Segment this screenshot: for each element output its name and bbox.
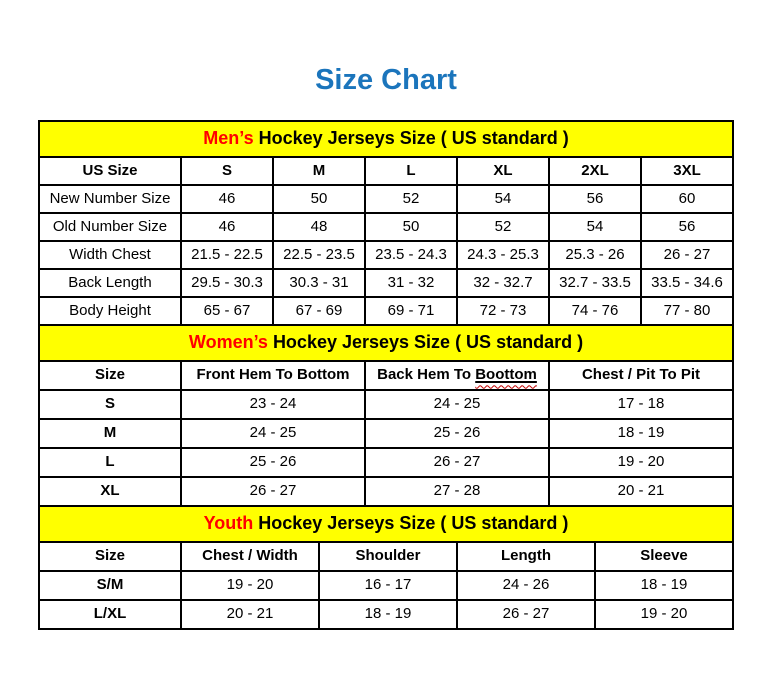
- size-value-cell: 50: [365, 213, 457, 241]
- womens-caption-highlight: Women’s: [188, 332, 268, 353]
- row-label: S: [39, 390, 181, 419]
- column-header: Chest / Width: [181, 542, 319, 571]
- size-value-cell: 60: [641, 185, 733, 213]
- size-value-cell: 20 - 21: [549, 477, 733, 506]
- size-value-cell: 16 - 17: [319, 571, 457, 600]
- column-header: [365, 361, 549, 390]
- size-value-cell: 19 - 20: [549, 448, 733, 477]
- size-value-cell: 25 - 26: [365, 419, 549, 448]
- column-header-text: Back Hem To: [377, 366, 472, 384]
- size-value-cell: 52: [457, 213, 549, 241]
- size-value-cell: 19 - 20: [595, 600, 733, 629]
- size-value-cell: 67 - 69: [273, 297, 365, 325]
- size-value-cell: 50: [273, 185, 365, 213]
- row-label: M: [39, 419, 181, 448]
- table-row: [39, 241, 733, 269]
- womens-caption-text: Hockey Jerseys Size ( US standard ): [272, 332, 584, 353]
- mens-size-table: [38, 120, 734, 326]
- column-header: Chest / Pit To Pit: [549, 361, 733, 390]
- row-label: Old Number Size: [39, 213, 181, 241]
- youth-caption-text: Hockey Jerseys Size ( US standard ): [258, 513, 569, 534]
- size-value-cell: 54: [549, 213, 641, 241]
- column-header: 2XL: [549, 157, 641, 185]
- table-row: [39, 297, 733, 325]
- womens-caption-row: [39, 325, 733, 361]
- size-value-cell: 18 - 19: [549, 419, 733, 448]
- size-value-cell: 72 - 73: [457, 297, 549, 325]
- column-header: XL: [457, 157, 549, 185]
- size-value-cell: 29.5 - 30.3: [181, 269, 273, 297]
- row-label: Width Chest: [39, 241, 181, 269]
- size-value-cell: 23.5 - 24.3: [365, 241, 457, 269]
- row-label: L: [39, 448, 181, 477]
- table-row: [39, 185, 733, 213]
- size-value-cell: 18 - 19: [595, 571, 733, 600]
- size-value-cell: 77 - 80: [641, 297, 733, 325]
- column-header: Front Hem To Bottom: [181, 361, 365, 390]
- womens-size-table: [38, 324, 734, 507]
- column-header: M: [273, 157, 365, 185]
- size-value-cell: 17 - 18: [549, 390, 733, 419]
- table-row: [39, 213, 733, 241]
- size-value-cell: 46: [181, 213, 273, 241]
- table-row: [39, 448, 733, 477]
- table-row: [39, 269, 733, 297]
- size-value-cell: 46: [181, 185, 273, 213]
- size-value-cell: 30.3 - 31: [273, 269, 365, 297]
- size-value-cell: 24 - 25: [365, 390, 549, 419]
- column-header: 3XL: [641, 157, 733, 185]
- mens-table-caption: [39, 121, 733, 157]
- size-value-cell: 26 - 27: [457, 600, 595, 629]
- youth-caption-row: [39, 506, 733, 542]
- mens-caption-text: Hockey Jerseys Size ( US standard ): [258, 128, 569, 149]
- column-header: Shoulder: [319, 542, 457, 571]
- size-value-cell: 33.5 - 34.6: [641, 269, 733, 297]
- size-value-cell: 26 - 27: [641, 241, 733, 269]
- size-value-cell: 27 - 28: [365, 477, 549, 506]
- table-row: [39, 600, 733, 629]
- size-value-cell: 56: [549, 185, 641, 213]
- size-value-cell: 26 - 27: [365, 448, 549, 477]
- size-value-cell: 56: [641, 213, 733, 241]
- column-header: Sleeve: [595, 542, 733, 571]
- column-header: Length: [457, 542, 595, 571]
- size-value-cell: 24 - 26: [457, 571, 595, 600]
- column-header: Size: [39, 361, 181, 390]
- column-header: US Size: [39, 157, 181, 185]
- misspelled-word: Boottom: [475, 366, 537, 384]
- size-value-cell: 18 - 19: [319, 600, 457, 629]
- row-label: L/XL: [39, 600, 181, 629]
- size-value-cell: 24.3 - 25.3: [457, 241, 549, 269]
- size-value-cell: 32 - 32.7: [457, 269, 549, 297]
- youth-size-table: [38, 505, 734, 630]
- row-label: New Number Size: [39, 185, 181, 213]
- page-title: Size Chart: [315, 64, 457, 96]
- row-label: XL: [39, 477, 181, 506]
- column-header: L: [365, 157, 457, 185]
- mens-caption-highlight: Men’s: [203, 128, 254, 149]
- size-value-cell: 69 - 71: [365, 297, 457, 325]
- column-header: S: [181, 157, 273, 185]
- size-value-cell: 20 - 21: [181, 600, 319, 629]
- spellcheck-squiggle: [475, 366, 537, 383]
- size-value-cell: 31 - 32: [365, 269, 457, 297]
- mens-header-row: [39, 157, 733, 185]
- table-row: [39, 477, 733, 506]
- youth-table-caption: [39, 506, 733, 542]
- size-value-cell: 52: [365, 185, 457, 213]
- size-value-cell: 54: [457, 185, 549, 213]
- size-value-cell: 24 - 25: [181, 419, 365, 448]
- row-label: Back Length: [39, 269, 181, 297]
- size-chart-tables: [38, 120, 734, 630]
- table-row: [39, 571, 733, 600]
- size-value-cell: 22.5 - 23.5: [273, 241, 365, 269]
- size-value-cell: 21.5 - 22.5: [181, 241, 273, 269]
- column-header: Size: [39, 542, 181, 571]
- row-label: S/M: [39, 571, 181, 600]
- size-value-cell: 19 - 20: [181, 571, 319, 600]
- youth-caption-highlight: Youth: [203, 513, 254, 534]
- womens-header-row: [39, 361, 733, 390]
- row-label: Body Height: [39, 297, 181, 325]
- size-value-cell: 32.7 - 33.5: [549, 269, 641, 297]
- size-value-cell: 25.3 - 26: [549, 241, 641, 269]
- size-value-cell: 48: [273, 213, 365, 241]
- womens-table-caption: [39, 325, 733, 361]
- mens-caption-row: [39, 121, 733, 157]
- table-row: [39, 390, 733, 419]
- size-value-cell: 26 - 27: [181, 477, 365, 506]
- youth-header-row: [39, 542, 733, 571]
- size-value-cell: 74 - 76: [549, 297, 641, 325]
- size-value-cell: 65 - 67: [181, 297, 273, 325]
- size-value-cell: 25 - 26: [181, 448, 365, 477]
- size-value-cell: 23 - 24: [181, 390, 365, 419]
- table-row: [39, 419, 733, 448]
